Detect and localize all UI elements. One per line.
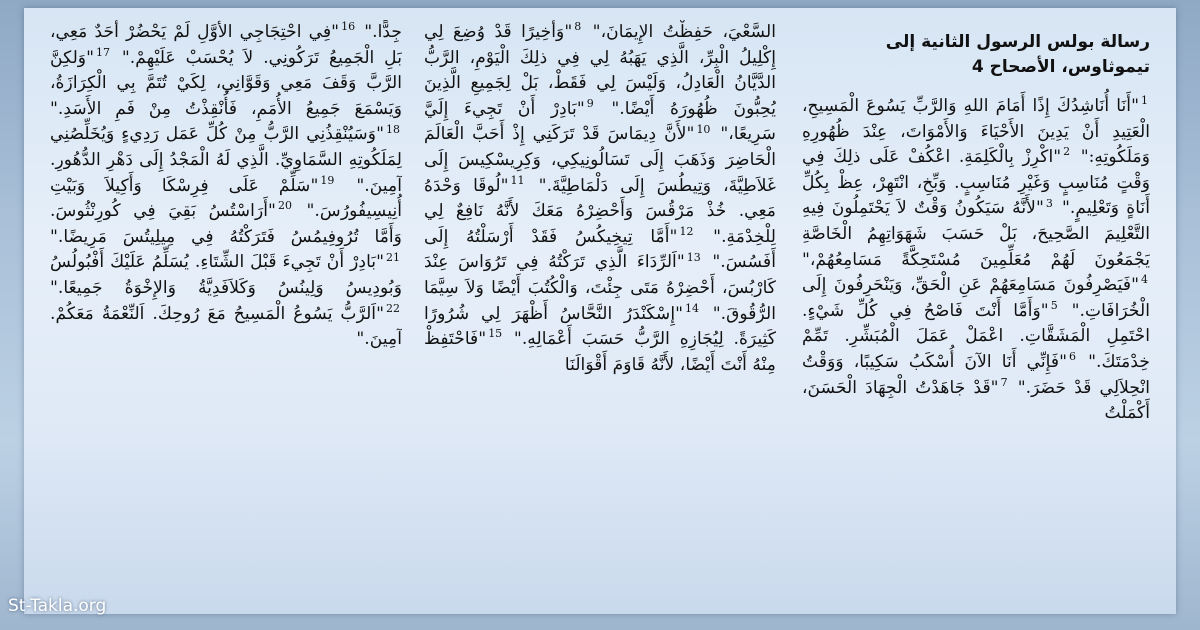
verse-text: "اَلرِّدَاءَ الَّذِي تَرَكْتُهُ فِي تَرُوَاسَ عِنْدَ كَارْبُسَ، أَحْضِرْهُ مَتَى جِئْتَ، وَالْكُتُبَ أَيْضًا وَلاَ سِيَّمَا الرُّقُوقَ."	[424, 252, 776, 324]
verse-number: 3	[1045, 196, 1053, 210]
verse-number: 18	[386, 122, 400, 136]
verse-number: 20	[277, 199, 292, 213]
verses-right	[802, 94, 1150, 427]
verse	[357, 22, 402, 42]
column-middle	[424, 20, 776, 598]
verse-number: 21	[386, 250, 400, 264]
verse-number: 4	[1141, 273, 1148, 287]
verse-number: 19	[320, 173, 335, 187]
verse-number: 22	[386, 301, 400, 315]
column-right	[802, 20, 1150, 610]
verse-text: "أَنَا أُنَاشِدُكَ إِذًا أَمَامَ اللهِ وَالرَّبِّ يَسُوعَ الْمَسِيحِ، الْعَتِيدِ أَنْ يَدِينَ الأَحْيَاءَ وَالأَمْوَاتَ، عِنْدَ ظُهُورِهِ وَمَلَكُوتِهِ:"	[802, 96, 1150, 168]
verse-text: "سَلِّمْ عَلَى فِرِسْكَا وَأَكِيلاَ وَبَيْتِ أُنِيسِيفُورُسَ."	[50, 175, 402, 222]
verse-text: "وَسَيُنْقِذُنِي الرَّبُّ مِنْ كُلِّ عَمَل رَدِيءٍ وَيُخَلِّصُنِي لِمَلَكُوتِهِ السَّمَاوِيِّ. الَّذِي لَهُ الْمَجْدُ إِلَى دَهْرِ الدُّهُورِ. آمِينَ."	[50, 124, 402, 196]
verse-text: السَّعْيَ، حَفِظْتُ الإِيمَانَ،"	[583, 22, 776, 42]
verse-number: 13	[686, 250, 701, 264]
verse-number: 10	[696, 122, 711, 136]
verse-text: "فِي احْتِجَاجِي الأَوَّلِ لَمْ يَحْضُرْ أَحَدٌ مَعِي، بَلِ الْجَمِيعُ تَرَكُونِي. لاَ يُحْسَبْ عَلَيْهِمْ."	[50, 22, 402, 68]
verse	[50, 252, 402, 298]
verse-text: "وَأَخِيرًا قَدْ وُضِعَ لِي إِكْلِيلُ الْبِرِّ، الَّذِي يَهَبُهُ لِي فِي ذلِكَ الْيَوْمِ، الرَّبُّ الدَّيَّانُ الْعَادِلُ، وَلَيْسَ لِي فَقَطْ، بَلْ لِجَمِيعِ الَّذِينَ يُحِبُّونَ ظُهُورَهُ أَيْضًا."	[424, 22, 776, 119]
verse-text: "بَادِرْ أَنْ تَجِيءَ إِلَيَّ سَرِيعًا،"	[424, 98, 776, 145]
verse-panel	[24, 8, 1176, 614]
verse	[583, 22, 776, 42]
verses-middle	[424, 20, 776, 378]
verse-number: 14	[685, 301, 700, 315]
verses-left	[50, 20, 402, 353]
verse-number: 16	[341, 20, 356, 34]
verse-text: "لأَنَّ دِيمَاسَ قَدْ تَرَكَنِي إِذْ أَحَبَّ الْعَالَمَ الْحَاضِرَ وَذَهَبَ إِلَى تَسَالُونِيكِي، وَكِرِيسْكِيسَ إِلَى غَلاَطِيَّةَ، وَتِيطُسَ إِلَى دَلْمَاطِيَّةَ."	[424, 124, 776, 196]
verse-text: "وَلكِنَّ الرَّبَّ وَقَفَ مَعِي وَقَوَّانِي، لِكَيْ تُتَمَّ بِي الْكِرَازَةُ، وَيَسْمَعَ جَمِيعُ الأُمَمِ، فَأُنْقِذْتُ مِنْ فَمِ الأَسَدِ."	[50, 47, 402, 119]
verse-number: 5	[1050, 299, 1058, 313]
verse-number: 6	[1069, 350, 1077, 364]
verse-text: "قَدْ جَاهَدْتُ الْجِهَادَ الْحَسَنَ، أَكْمَلْتُ	[802, 377, 1150, 424]
verse-number: 17	[96, 45, 111, 59]
verse-text: "وَأَمَّا أَنْتَ فَاصْحُ فِي كُلِّ شَيْءٍ. احْتَمِلِ الْمَشَقَّاتِ. اعْمَلْ عَمَلَ الْمُبَشِّرِ. تَمِّمْ خِدْمَتَكَ."	[802, 300, 1150, 372]
verse-text: "أَمَّا تِيخِيكُسُ فَقَدْ أَرْسَلْتُهُ إِلَى أَفَسُسَ."	[424, 226, 776, 273]
verse-text: "فَاحْتَفِظْ مِنْهُ أَنْتَ أَيْضًا، لأَنَّهُ قَاوَمَ أَقْوَالَنَا	[424, 329, 776, 375]
verse-text: "بَادِرْ أَنْ تَجِيءَ قَبْلَ الشِّتَاءِ. يُسَلِّمُ عَلَيْكَ أَفْبُولُسُ وَبُودِيسُ وَلِينُسُ وَكَلاَفَدِيَّةُ وَالإِخْوَةُ جَمِيعًا."	[50, 252, 402, 298]
verse-number: 8	[574, 20, 582, 34]
verse-text: "أَرَاسْتُسُ بَقِيَ فِي كُورِنْثُوسَ. وَأَمَّا تُرُوفِيمُسُ فَتَرَكْتُهُ فِي مِيلِيتُسَ مَرِيضًا."	[50, 201, 402, 247]
verse-text: "لُوقَا وَحْدَهُ مَعِي. خُذْ مَرْقُسَ وَأَحْضِرْهُ مَعَكَ لأَنَّهُ نَافِعٌ لِي لِلْخِدْمَةِ."	[424, 175, 776, 247]
verse-text: "فَإِنِّي أَنَا الآنَ أُسْكَبُ سَكِيبًا، وَوَقْتُ انْحِلاَلِي قَدْ حَضَرَ."	[802, 351, 1150, 398]
verse-number: 1	[1141, 94, 1148, 108]
verse-number: 7	[1000, 375, 1008, 389]
verse-number: 9	[586, 97, 594, 111]
verse-text: "فَيَصْرِفُونَ مَسَامِعَهُمْ عَنِ الْحَقِّ، وَيَنْحَرِفُونَ إِلَى الْخُرَافَاتِ."	[802, 275, 1150, 321]
verse-text: جِدًّا."	[357, 22, 402, 42]
verse-text: "لأَنَّهُ سَيَكُونُ وَقْتٌ لاَ يَحْتَمِلُونَ فِيهِ التَّعْلِيمَ الصَّحِيحَ، بَلْ حَسَبَ شَهَوَاتِهِمُ الْخَاصَّةِ يَجْمَعُونَ لَهُمْ مُعَلِّمِينَ مُسْتَحِكَّةً مَسَامِعُهُمْ،"	[802, 198, 1150, 270]
page-title: رسالة بولس الرسول الثانية إلى تيموثاوس، الأصحاح 4	[885, 32, 1150, 77]
verse-text: "اَلرَّبُّ يَسُوعُ الْمَسِيحُ مَعَ رُوحِكَ. اَلنِّعْمَةُ مَعَكُمْ. آمِينَ."	[50, 303, 402, 350]
verse-text: "اكْرِزْ بِالْكَلِمَةِ. اعْكُفْ عَلَى ذلِكَ فِي وَقْتٍ مُنَاسِبٍ وَغَيْرِ مُنَاسِبٍ. وَبِّخِ، انْتَهِرْ، عِظْ بِكُلِّ أَنَاةٍ وَتَعْلِيمٍ."	[802, 147, 1150, 219]
verse-number: 11	[510, 173, 525, 187]
verse-number: 2	[1063, 145, 1071, 159]
verse-text: "إِسْكَنْدَرُ النَّحَّاسُ أَظْهَرَ لِي شُرُورًا كَثِيرَةً. لِيُجَازِهِ الرَّبُّ حَسَبَ أَعْمَالِهِ."	[424, 303, 776, 350]
verse-number: 15	[488, 327, 503, 341]
column-left	[50, 20, 402, 520]
verse	[50, 301, 402, 350]
verse-number: 12	[679, 225, 694, 239]
site-watermark: St-Takla.org	[8, 596, 107, 616]
